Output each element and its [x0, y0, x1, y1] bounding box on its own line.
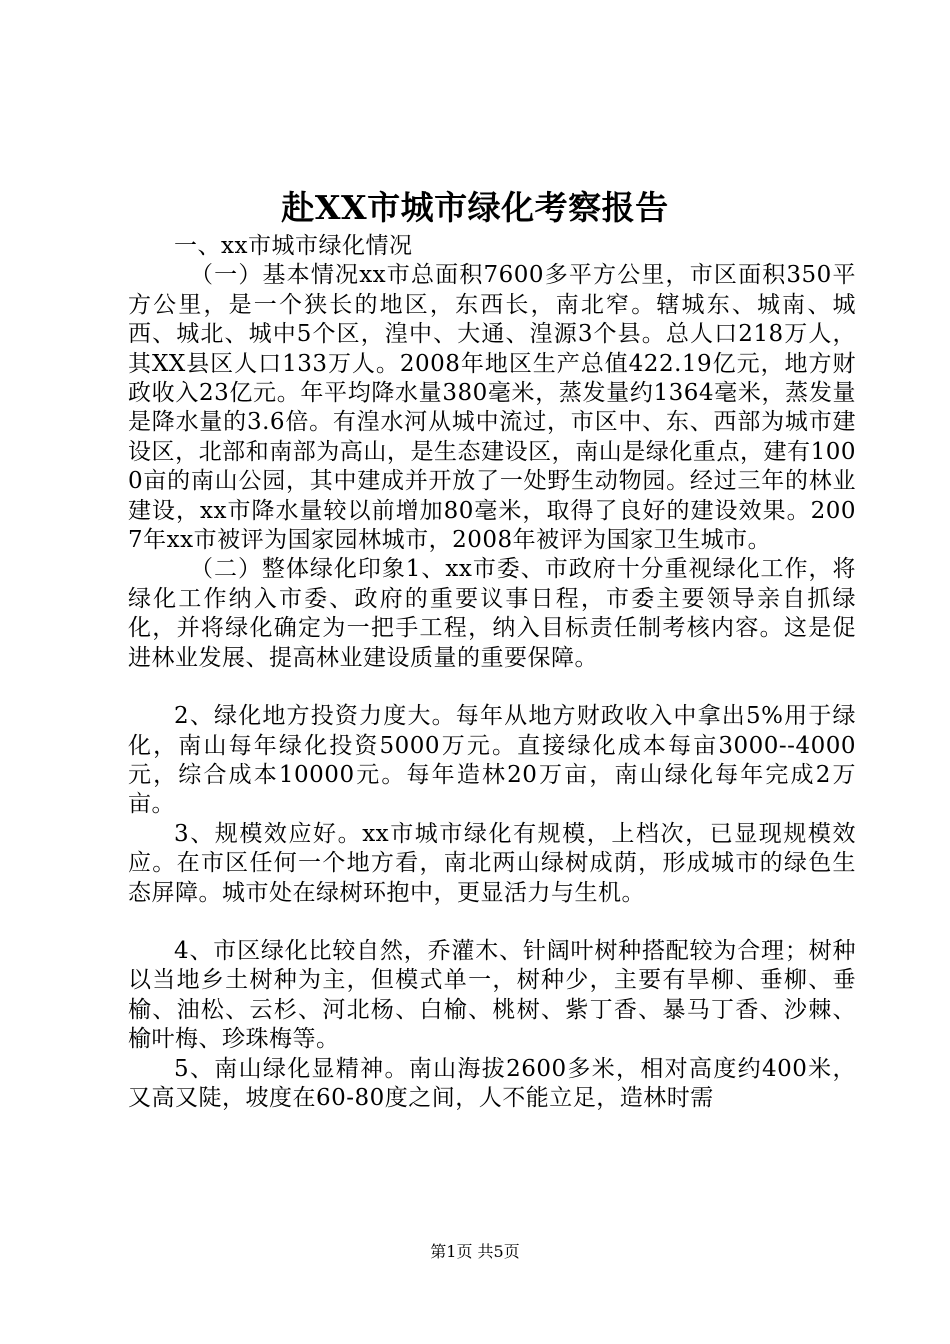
paragraph-tree-species: 4、市区绿化比较自然，乔灌木、针阔叶树种搭配较为合理；树种以当地乡土树种为主，但模式单一，树种少，主要有旱柳、垂柳、垂榆、油松、云杉、河北杨、白榆、桃树、紫丁香、暴马丁香、沙棘、榆叶梅、珍珠梅等。 — [128, 937, 856, 1053]
paragraph-scale-effect: 3、规模效应好。xx市城市绿化有规模，上档次，已显现规模效应。在市区任何一个地方看，南北两山绿树成荫，形成城市的绿色生态屏障。城市处在绿树环抱中，更显活力与生机。 — [128, 820, 856, 906]
paragraph-basic-info: （一）基本情况xx市总面积7600多平方公里，市区面积350平方公里，是一个狭长的地区，东西长，南北窄。辖城东、城南、城西、城北、城中5个区，湟中、大通、湟源3个县。总人口218万人，其XX县区人口133万人。2008年地区生产总值422.19亿元，地方财政收入23亿元。年平均降水量380毫米，蒸发量约1364毫米，蒸发量是降水量的3.6倍。有湟水河从城中流过，市区中、东、西部为城市建设区，北部和南部为高山，是生态建设区，南山是绿化重点，建有1000亩的南山公园，其中建成并开放了一处野生动物园。经过三年的林业建设，xx市降水量较以前增加80毫米，取得了良好的建设效果。2007年xx市被评为国家园林城市，2008年被评为国家卫生城市。 — [128, 262, 856, 554]
paragraph-nanshan: 5、南山绿化显精神。南山海拔2600多米，相对高度约400米，又高又陡，坡度在60-80度之间，人不能立足，造林时需 — [128, 1055, 856, 1111]
page-number-footer: 第1页 共5页 — [430, 1242, 520, 1261]
document-body — [128, 232, 856, 1113]
paragraph-investment: 2、绿化地方投资力度大。每年从地方财政收入中拿出5%用于绿化，南山每年绿化投资5000万元。直接绿化成本每亩3000--4000元，综合成本10000元。每年造林20万亩，南山绿化每年完成2万亩。 — [128, 703, 856, 818]
document-title: 赴XX市城市绿化考察报告 — [281, 188, 669, 227]
paragraph-overall-impression: （二）整体绿化印象1、xx市委、市政府十分重视绿化工作，将绿化工作纳入市委、政府的重要议事日程，市委主要领导亲自抓绿化，并将绿化确定为一把手工程，纳入目标责任制考核内容。这是促进林业发展、提高林业建设质量的重要保障。 — [128, 556, 856, 671]
section-heading: 一、xx市城市绿化情况 — [174, 233, 413, 259]
